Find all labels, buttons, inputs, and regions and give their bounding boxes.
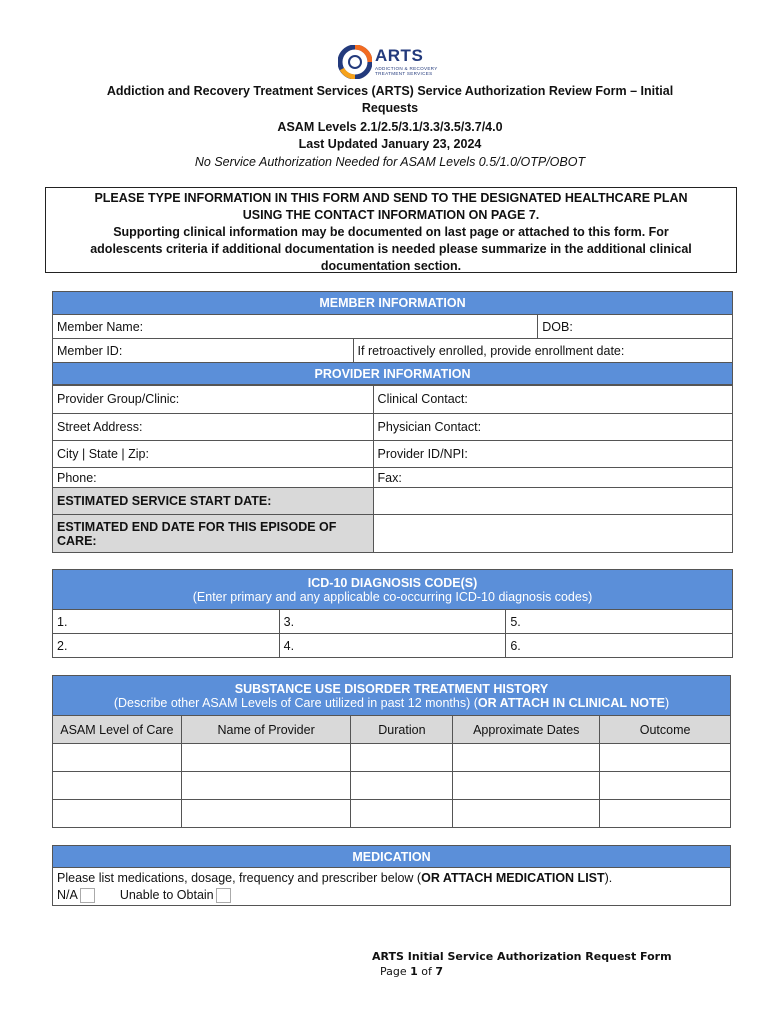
icd10-code-4-label: 4.: [283, 638, 295, 653]
icd10-code-2[interactable]: [53, 634, 280, 658]
treatment-history-heading: [53, 676, 731, 716]
member-provider-table: [52, 291, 733, 386]
enrollment-date-field[interactable]: [353, 339, 732, 363]
dob-field[interactable]: [538, 315, 733, 339]
logo-subtitle-line-1: ADDICTION & RECOVERY: [375, 66, 438, 71]
provider-group-field[interactable]: [53, 385, 374, 414]
no-auth-note: No Service Authorization Needed for ASAM Levels 0.5/1.0/OTP/OBOT: [194, 155, 586, 169]
history-cell[interactable]: [351, 800, 453, 828]
provider-group-label: Provider Group/Clinic:: [57, 392, 180, 406]
icd10-code-3-label: 3.: [283, 614, 295, 629]
icd10-heading: [53, 570, 733, 610]
history-cell[interactable]: [453, 744, 600, 772]
physician-contact-field[interactable]: [373, 414, 732, 441]
page-prefix: Page: [380, 965, 407, 978]
fax-field[interactable]: [373, 468, 732, 488]
na-checkbox[interactable]: [80, 888, 95, 903]
history-cell[interactable]: [53, 800, 182, 828]
history-cell[interactable]: [53, 744, 182, 772]
col-asam-level: ASAM Level of Care: [53, 716, 182, 744]
icd10-code-3[interactable]: [279, 610, 506, 634]
arts-logo: [338, 44, 448, 80]
medication-field[interactable]: [53, 868, 731, 906]
clinical-contact-field[interactable]: [373, 385, 732, 414]
form-title-line-2: Requests: [361, 101, 419, 115]
icd10-code-1[interactable]: [53, 610, 280, 634]
dob-label: DOB:: [542, 319, 573, 334]
logo-subtitle: [375, 66, 438, 76]
history-cell[interactable]: [53, 772, 182, 800]
page-current: 1: [410, 965, 418, 978]
instructions-line-2: USING THE CONTACT INFORMATION ON PAGE 7.: [242, 208, 540, 222]
col-provider-name: Name of Provider: [181, 716, 351, 744]
street-address-label: Street Address:: [57, 420, 143, 434]
treatment-history-subtitle-bold: OR ATTACH IN CLINICAL NOTE: [477, 695, 665, 710]
unable-to-obtain-checkbox[interactable]: [216, 888, 231, 903]
end-date-label: ESTIMATED END DATE FOR THIS EPISODE OF CARE:: [53, 515, 374, 553]
history-cell[interactable]: [453, 800, 600, 828]
provider-npi-field[interactable]: [373, 441, 732, 468]
fax-label: Fax:: [377, 470, 402, 485]
col-duration: Duration: [351, 716, 453, 744]
col-outcome: Outcome: [600, 716, 731, 744]
city-state-zip-field[interactable]: [53, 441, 374, 468]
physician-contact-label: Physician Contact:: [377, 420, 482, 434]
member-name-label: Member Name:: [57, 319, 144, 334]
page-of: of: [421, 965, 432, 978]
medication-heading: MEDICATION: [53, 846, 731, 868]
form-title: [60, 83, 720, 117]
history-cell[interactable]: [600, 772, 731, 800]
icd10-code-5-label: 5.: [510, 614, 521, 629]
medication-instructions-text: Please list medications, dosage, frequency and prescriber below (: [57, 870, 422, 885]
city-state-zip-label: City | State | Zip:: [57, 447, 149, 461]
logo-subtitle-line-2: TREATMENT SERVICES: [375, 71, 433, 76]
history-cell[interactable]: [181, 800, 351, 828]
medication-instructions-bold: OR ATTACH MEDICATION LIST: [421, 870, 605, 885]
table-row: [53, 800, 731, 828]
street-address-field[interactable]: [53, 414, 374, 441]
history-cell[interactable]: [600, 744, 731, 772]
member-id-label: Member ID:: [57, 343, 123, 358]
instructions-box: [45, 187, 737, 273]
treatment-history-subtitle: [57, 696, 726, 710]
treatment-history-subtitle-text: (Describe other ASAM Levels of Care utilized in past 12 months) (: [113, 695, 478, 710]
instructions-line-1: PLEASE TYPE INFORMATION IN THIS FORM AND SEND TO THE DESIGNATED HEALTHCARE PLAN: [94, 191, 688, 205]
table-row: [53, 772, 731, 800]
form-title-line-1: Addiction and Recovery Treatment Services (ARTS) Service Authorization Review Form – Initial: [106, 84, 674, 98]
provider-table: [52, 384, 733, 553]
history-cell[interactable]: [600, 800, 731, 828]
instructions-line-5: documentation section.: [320, 259, 462, 273]
clinical-contact-label: Clinical Contact:: [377, 392, 468, 406]
logo-wordmark: ARTS: [375, 46, 424, 65]
icd10-table: [52, 569, 733, 658]
col-approx-dates: Approximate Dates: [453, 716, 600, 744]
enrollment-date-label: If retroactively enrolled, provide enrollment date:: [357, 343, 625, 358]
arts-logo-mark-icon: [338, 45, 372, 79]
history-cell[interactable]: [181, 772, 351, 800]
footer-title: ARTS Initial Service Authorization Request Form: [372, 950, 672, 963]
phone-field[interactable]: [53, 468, 374, 488]
member-info-heading: MEMBER INFORMATION: [53, 292, 733, 315]
page-number: [372, 964, 672, 979]
start-date-field[interactable]: [373, 488, 732, 515]
page-total: 7: [435, 965, 444, 978]
medication-table: [52, 845, 731, 906]
icd10-code-4[interactable]: [279, 634, 506, 658]
provider-info-heading: PROVIDER INFORMATION: [53, 363, 733, 386]
icd10-title: ICD-10 DIAGNOSIS CODE(S): [307, 575, 478, 590]
history-cell[interactable]: [181, 744, 351, 772]
last-updated: Last Updated January 23, 2024: [298, 137, 482, 151]
phone-label: Phone:: [57, 470, 97, 485]
end-date-field[interactable]: [373, 515, 732, 553]
history-cell[interactable]: [351, 744, 453, 772]
medication-instructions-end: ).: [604, 870, 613, 885]
na-label: N/A: [57, 887, 78, 902]
asam-levels: ASAM Levels 2.1/2.5/3.1/3.3/3.5/3.7/4.0: [277, 120, 503, 134]
history-cell[interactable]: [453, 772, 600, 800]
icd10-code-2-label: 2.: [57, 638, 68, 653]
treatment-history-title: SUBSTANCE USE DISORDER TREATMENT HISTORY: [234, 681, 549, 696]
instructions-line-4: adolescents criteria if additional documentation is needed please summarize in the additional clinical: [90, 242, 692, 256]
member-id-field[interactable]: [53, 339, 354, 363]
icd10-subtitle: (Enter primary and any applicable co-occurring ICD-10 diagnosis codes): [192, 589, 593, 604]
icd10-code-6-label: 6.: [510, 638, 521, 653]
history-cell[interactable]: [351, 772, 453, 800]
member-name-field[interactable]: [53, 315, 538, 339]
treatment-history-table: [52, 675, 731, 828]
unable-to-obtain-label: Unable to Obtain: [119, 887, 214, 902]
start-date-label: ESTIMATED SERVICE START DATE:: [53, 488, 374, 515]
table-row: [53, 744, 731, 772]
icd10-code-6[interactable]: [506, 634, 733, 658]
provider-npi-label: Provider ID/NPI:: [377, 447, 468, 461]
treatment-history-subtitle-end: ): [664, 695, 670, 710]
instructions-line-3: Supporting clinical information may be documented on last page or attached to this form. For: [113, 225, 669, 239]
icd10-code-1-label: 1.: [57, 614, 68, 629]
medication-instructions: [57, 870, 726, 887]
icd10-code-5[interactable]: [506, 610, 733, 634]
page-footer: [372, 949, 672, 979]
